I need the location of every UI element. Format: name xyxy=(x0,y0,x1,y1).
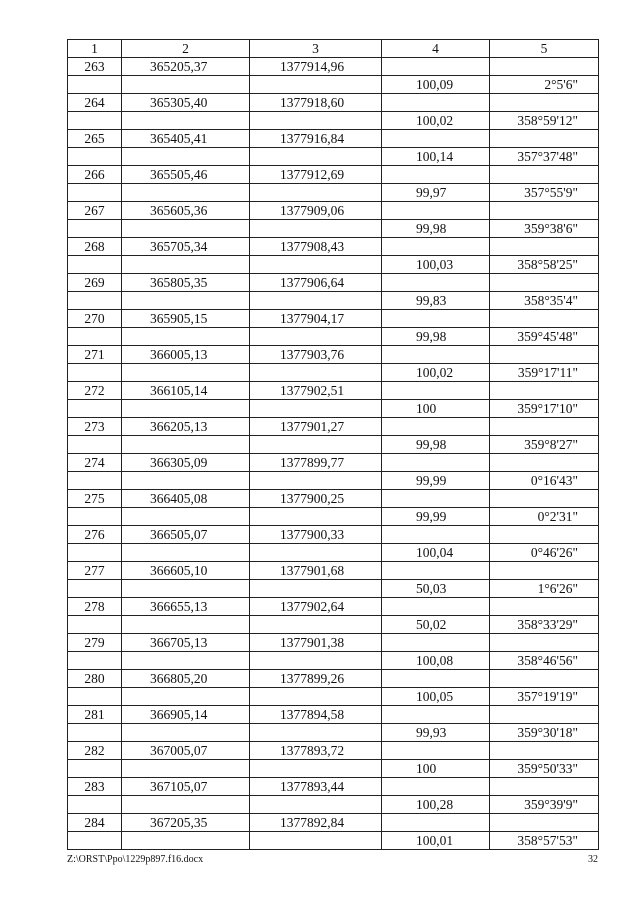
x-coordinate-cell: 367005,07 xyxy=(122,742,250,760)
empty-cell xyxy=(250,724,382,742)
y-coordinate-cell: 1377904,17 xyxy=(250,310,382,328)
table-row xyxy=(68,256,599,274)
empty-cell xyxy=(68,508,122,526)
empty-cell xyxy=(122,292,250,310)
y-coordinate-cell: 1377899,26 xyxy=(250,670,382,688)
empty-cell xyxy=(490,670,599,688)
table-row xyxy=(68,544,599,562)
table-row xyxy=(68,724,599,742)
empty-cell xyxy=(122,616,250,634)
table-row xyxy=(68,670,599,688)
point-number-cell: 279 xyxy=(68,634,122,652)
empty-cell xyxy=(250,544,382,562)
empty-cell xyxy=(490,130,599,148)
table-row xyxy=(68,562,599,580)
direction-angle-cell: 358°46'56" xyxy=(490,652,599,670)
x-coordinate-cell: 366805,20 xyxy=(122,670,250,688)
table-row xyxy=(68,652,599,670)
direction-angle-cell: 359°17'11" xyxy=(490,364,599,382)
empty-cell xyxy=(382,562,490,580)
x-coordinate-cell: 366105,14 xyxy=(122,382,250,400)
empty-cell xyxy=(122,724,250,742)
empty-cell xyxy=(382,274,490,292)
empty-cell xyxy=(250,184,382,202)
direction-angle-cell: 1°6'26" xyxy=(490,580,599,598)
empty-cell xyxy=(490,346,599,364)
empty-cell xyxy=(490,598,599,616)
coordinates-table xyxy=(67,39,599,850)
table-row xyxy=(68,184,599,202)
page-number: 32 xyxy=(588,854,598,865)
distance-cell: 100,05 xyxy=(382,688,490,706)
empty-cell xyxy=(68,724,122,742)
y-coordinate-cell: 1377901,27 xyxy=(250,418,382,436)
direction-angle-cell: 357°37'48" xyxy=(490,148,599,166)
x-coordinate-cell: 365905,15 xyxy=(122,310,250,328)
x-coordinate-cell: 365705,34 xyxy=(122,238,250,256)
point-number-cell: 277 xyxy=(68,562,122,580)
empty-cell xyxy=(122,256,250,274)
table-row xyxy=(68,364,599,382)
point-number-cell: 269 xyxy=(68,274,122,292)
y-coordinate-cell: 1377902,51 xyxy=(250,382,382,400)
point-number-cell: 266 xyxy=(68,166,122,184)
direction-angle-cell: 358°58'25" xyxy=(490,256,599,274)
x-coordinate-cell: 366605,10 xyxy=(122,562,250,580)
point-number-cell: 271 xyxy=(68,346,122,364)
column-header-3: 3 xyxy=(250,40,382,58)
empty-cell xyxy=(250,760,382,778)
point-number-cell: 273 xyxy=(68,418,122,436)
empty-cell xyxy=(250,508,382,526)
empty-cell xyxy=(382,778,490,796)
distance-cell: 100,02 xyxy=(382,112,490,130)
table-row xyxy=(68,436,599,454)
empty-cell xyxy=(250,616,382,634)
direction-angle-cell: 2°5'6" xyxy=(490,76,599,94)
empty-cell xyxy=(382,742,490,760)
direction-angle-cell: 359°45'48" xyxy=(490,328,599,346)
table-row xyxy=(68,778,599,796)
empty-cell xyxy=(68,544,122,562)
empty-cell xyxy=(382,58,490,76)
file-path: Z:\ORST\Ppo\1229p897.f16.docx xyxy=(67,854,204,865)
point-number-cell: 276 xyxy=(68,526,122,544)
empty-cell xyxy=(490,274,599,292)
empty-cell xyxy=(250,796,382,814)
empty-cell xyxy=(122,220,250,238)
y-coordinate-cell: 1377900,33 xyxy=(250,526,382,544)
table-row xyxy=(68,454,599,472)
x-coordinate-cell: 366655,13 xyxy=(122,598,250,616)
table-row xyxy=(68,274,599,292)
y-coordinate-cell: 1377906,64 xyxy=(250,274,382,292)
distance-cell: 99,99 xyxy=(382,472,490,490)
y-coordinate-cell: 1377899,77 xyxy=(250,454,382,472)
empty-cell xyxy=(122,112,250,130)
empty-cell xyxy=(382,814,490,832)
table-row xyxy=(68,742,599,760)
table-row xyxy=(68,94,599,112)
x-coordinate-cell: 365405,41 xyxy=(122,130,250,148)
empty-cell xyxy=(490,634,599,652)
point-number-cell: 281 xyxy=(68,706,122,724)
point-number-cell: 274 xyxy=(68,454,122,472)
table-row xyxy=(68,508,599,526)
empty-cell xyxy=(490,202,599,220)
x-coordinate-cell: 366305,09 xyxy=(122,454,250,472)
distance-cell: 100,01 xyxy=(382,832,490,850)
empty-cell xyxy=(490,526,599,544)
empty-cell xyxy=(382,706,490,724)
table-row xyxy=(68,166,599,184)
empty-cell xyxy=(68,400,122,418)
empty-cell xyxy=(490,562,599,580)
empty-cell xyxy=(382,310,490,328)
direction-angle-cell: 357°55'9" xyxy=(490,184,599,202)
y-coordinate-cell: 1377909,06 xyxy=(250,202,382,220)
empty-cell xyxy=(68,796,122,814)
y-coordinate-cell: 1377893,72 xyxy=(250,742,382,760)
table-row xyxy=(68,112,599,130)
point-number-cell: 280 xyxy=(68,670,122,688)
distance-cell: 100,03 xyxy=(382,256,490,274)
table-row xyxy=(68,580,599,598)
empty-cell xyxy=(250,76,382,94)
empty-cell xyxy=(382,382,490,400)
empty-cell xyxy=(68,256,122,274)
x-coordinate-cell: 367105,07 xyxy=(122,778,250,796)
distance-cell: 99,98 xyxy=(382,328,490,346)
distance-cell: 100 xyxy=(382,760,490,778)
empty-cell xyxy=(490,382,599,400)
table-row xyxy=(68,616,599,634)
distance-cell: 99,93 xyxy=(382,724,490,742)
empty-cell xyxy=(68,76,122,94)
empty-cell xyxy=(382,526,490,544)
empty-cell xyxy=(68,112,122,130)
empty-cell xyxy=(250,832,382,850)
direction-angle-cell: 359°50'33" xyxy=(490,760,599,778)
empty-cell xyxy=(250,364,382,382)
empty-cell xyxy=(382,598,490,616)
distance-cell: 100,04 xyxy=(382,544,490,562)
x-coordinate-cell: 365305,40 xyxy=(122,94,250,112)
direction-angle-cell: 359°38'6" xyxy=(490,220,599,238)
table-row xyxy=(68,796,599,814)
empty-cell xyxy=(68,184,122,202)
table-row xyxy=(68,400,599,418)
empty-cell xyxy=(490,778,599,796)
point-number-cell: 267 xyxy=(68,202,122,220)
empty-cell xyxy=(490,418,599,436)
empty-cell xyxy=(382,130,490,148)
empty-cell xyxy=(490,310,599,328)
empty-cell xyxy=(382,670,490,688)
empty-cell xyxy=(122,544,250,562)
point-number-cell: 270 xyxy=(68,310,122,328)
x-coordinate-cell: 366205,13 xyxy=(122,418,250,436)
table-row xyxy=(68,130,599,148)
distance-cell: 100,08 xyxy=(382,652,490,670)
empty-cell xyxy=(68,760,122,778)
empty-cell xyxy=(122,796,250,814)
table-row xyxy=(68,418,599,436)
table-row xyxy=(68,58,599,76)
empty-cell xyxy=(122,832,250,850)
empty-cell xyxy=(68,364,122,382)
y-coordinate-cell: 1377908,43 xyxy=(250,238,382,256)
distance-cell: 99,97 xyxy=(382,184,490,202)
distance-cell: 100,09 xyxy=(382,76,490,94)
x-coordinate-cell: 366705,13 xyxy=(122,634,250,652)
table-row xyxy=(68,526,599,544)
column-header-2: 2 xyxy=(122,40,250,58)
direction-angle-cell: 358°59'12" xyxy=(490,112,599,130)
empty-cell xyxy=(68,292,122,310)
point-number-cell: 275 xyxy=(68,490,122,508)
column-header-4: 4 xyxy=(382,40,490,58)
empty-cell xyxy=(490,58,599,76)
empty-cell xyxy=(68,652,122,670)
empty-cell xyxy=(382,454,490,472)
distance-cell: 100,02 xyxy=(382,364,490,382)
table-row xyxy=(68,814,599,832)
empty-cell xyxy=(122,148,250,166)
direction-angle-cell: 358°33'29" xyxy=(490,616,599,634)
direction-angle-cell: 0°46'26" xyxy=(490,544,599,562)
empty-cell xyxy=(250,220,382,238)
table-header-row xyxy=(68,40,599,58)
x-coordinate-cell: 366005,13 xyxy=(122,346,250,364)
x-coordinate-cell: 365605,36 xyxy=(122,202,250,220)
distance-cell: 100,28 xyxy=(382,796,490,814)
empty-cell xyxy=(382,238,490,256)
y-coordinate-cell: 1377916,84 xyxy=(250,130,382,148)
empty-cell xyxy=(490,814,599,832)
table-row xyxy=(68,760,599,778)
table-row xyxy=(68,706,599,724)
distance-cell: 99,98 xyxy=(382,220,490,238)
empty-cell xyxy=(490,706,599,724)
empty-cell xyxy=(382,490,490,508)
x-coordinate-cell: 365205,37 xyxy=(122,58,250,76)
empty-cell xyxy=(250,328,382,346)
table-row xyxy=(68,292,599,310)
empty-cell xyxy=(68,688,122,706)
x-coordinate-cell: 366505,07 xyxy=(122,526,250,544)
direction-angle-cell: 359°17'10" xyxy=(490,400,599,418)
empty-cell xyxy=(68,436,122,454)
empty-cell xyxy=(250,688,382,706)
y-coordinate-cell: 1377902,64 xyxy=(250,598,382,616)
y-coordinate-cell: 1377901,68 xyxy=(250,562,382,580)
point-number-cell: 265 xyxy=(68,130,122,148)
x-coordinate-cell: 366405,08 xyxy=(122,490,250,508)
direction-angle-cell: 358°35'4" xyxy=(490,292,599,310)
empty-cell xyxy=(490,166,599,184)
y-coordinate-cell: 1377912,69 xyxy=(250,166,382,184)
table-row xyxy=(68,346,599,364)
empty-cell xyxy=(68,580,122,598)
empty-cell xyxy=(250,256,382,274)
empty-cell xyxy=(250,148,382,166)
empty-cell xyxy=(122,508,250,526)
empty-cell xyxy=(68,148,122,166)
table-row xyxy=(68,382,599,400)
table-row xyxy=(68,148,599,166)
y-coordinate-cell: 1377892,84 xyxy=(250,814,382,832)
empty-cell xyxy=(490,742,599,760)
empty-cell xyxy=(250,112,382,130)
point-number-cell: 264 xyxy=(68,94,122,112)
empty-cell xyxy=(250,652,382,670)
empty-cell xyxy=(250,400,382,418)
table-row xyxy=(68,202,599,220)
empty-cell xyxy=(490,454,599,472)
table-row xyxy=(68,472,599,490)
distance-cell: 50,02 xyxy=(382,616,490,634)
direction-angle-cell: 358°57'53" xyxy=(490,832,599,850)
empty-cell xyxy=(490,490,599,508)
table-row xyxy=(68,688,599,706)
empty-cell xyxy=(122,328,250,346)
y-coordinate-cell: 1377901,38 xyxy=(250,634,382,652)
empty-cell xyxy=(68,328,122,346)
empty-cell xyxy=(382,202,490,220)
point-number-cell: 283 xyxy=(68,778,122,796)
table-body xyxy=(68,58,599,850)
point-number-cell: 284 xyxy=(68,814,122,832)
empty-cell xyxy=(382,418,490,436)
empty-cell xyxy=(122,652,250,670)
direction-angle-cell: 357°19'19" xyxy=(490,688,599,706)
empty-cell xyxy=(122,184,250,202)
table-row xyxy=(68,76,599,94)
point-number-cell: 263 xyxy=(68,58,122,76)
distance-cell: 100,14 xyxy=(382,148,490,166)
x-coordinate-cell: 365805,35 xyxy=(122,274,250,292)
direction-angle-cell: 0°2'31" xyxy=(490,508,599,526)
table-row xyxy=(68,220,599,238)
x-coordinate-cell: 365505,46 xyxy=(122,166,250,184)
x-coordinate-cell: 366905,14 xyxy=(122,706,250,724)
empty-cell xyxy=(382,94,490,112)
distance-cell: 99,98 xyxy=(382,436,490,454)
table-row xyxy=(68,832,599,850)
empty-cell xyxy=(250,472,382,490)
empty-cell xyxy=(68,616,122,634)
empty-cell xyxy=(382,346,490,364)
empty-cell xyxy=(122,400,250,418)
column-header-5: 5 xyxy=(490,40,599,58)
distance-cell: 99,99 xyxy=(382,508,490,526)
y-coordinate-cell: 1377900,25 xyxy=(250,490,382,508)
empty-cell xyxy=(122,436,250,454)
table-row xyxy=(68,634,599,652)
direction-angle-cell: 359°39'9" xyxy=(490,796,599,814)
empty-cell xyxy=(122,364,250,382)
empty-cell xyxy=(250,580,382,598)
empty-cell xyxy=(68,832,122,850)
empty-cell xyxy=(490,238,599,256)
column-header-1: 1 xyxy=(68,40,122,58)
distance-cell: 50,03 xyxy=(382,580,490,598)
empty-cell xyxy=(122,76,250,94)
direction-angle-cell: 359°30'18" xyxy=(490,724,599,742)
empty-cell xyxy=(122,688,250,706)
y-coordinate-cell: 1377903,76 xyxy=(250,346,382,364)
point-number-cell: 272 xyxy=(68,382,122,400)
distance-cell: 100 xyxy=(382,400,490,418)
y-coordinate-cell: 1377914,96 xyxy=(250,58,382,76)
empty-cell xyxy=(122,472,250,490)
table-row xyxy=(68,598,599,616)
table-row xyxy=(68,490,599,508)
direction-angle-cell: 0°16'43" xyxy=(490,472,599,490)
empty-cell xyxy=(382,634,490,652)
distance-cell: 99,83 xyxy=(382,292,490,310)
empty-cell xyxy=(382,166,490,184)
y-coordinate-cell: 1377918,60 xyxy=(250,94,382,112)
x-coordinate-cell: 367205,35 xyxy=(122,814,250,832)
empty-cell xyxy=(250,292,382,310)
table-row xyxy=(68,310,599,328)
empty-cell xyxy=(122,760,250,778)
point-number-cell: 278 xyxy=(68,598,122,616)
point-number-cell: 268 xyxy=(68,238,122,256)
table-row xyxy=(68,238,599,256)
empty-cell xyxy=(68,220,122,238)
y-coordinate-cell: 1377894,58 xyxy=(250,706,382,724)
point-number-cell: 282 xyxy=(68,742,122,760)
empty-cell xyxy=(122,580,250,598)
empty-cell xyxy=(490,94,599,112)
empty-cell xyxy=(68,472,122,490)
table-row xyxy=(68,328,599,346)
direction-angle-cell: 359°8'27" xyxy=(490,436,599,454)
y-coordinate-cell: 1377893,44 xyxy=(250,778,382,796)
empty-cell xyxy=(250,436,382,454)
